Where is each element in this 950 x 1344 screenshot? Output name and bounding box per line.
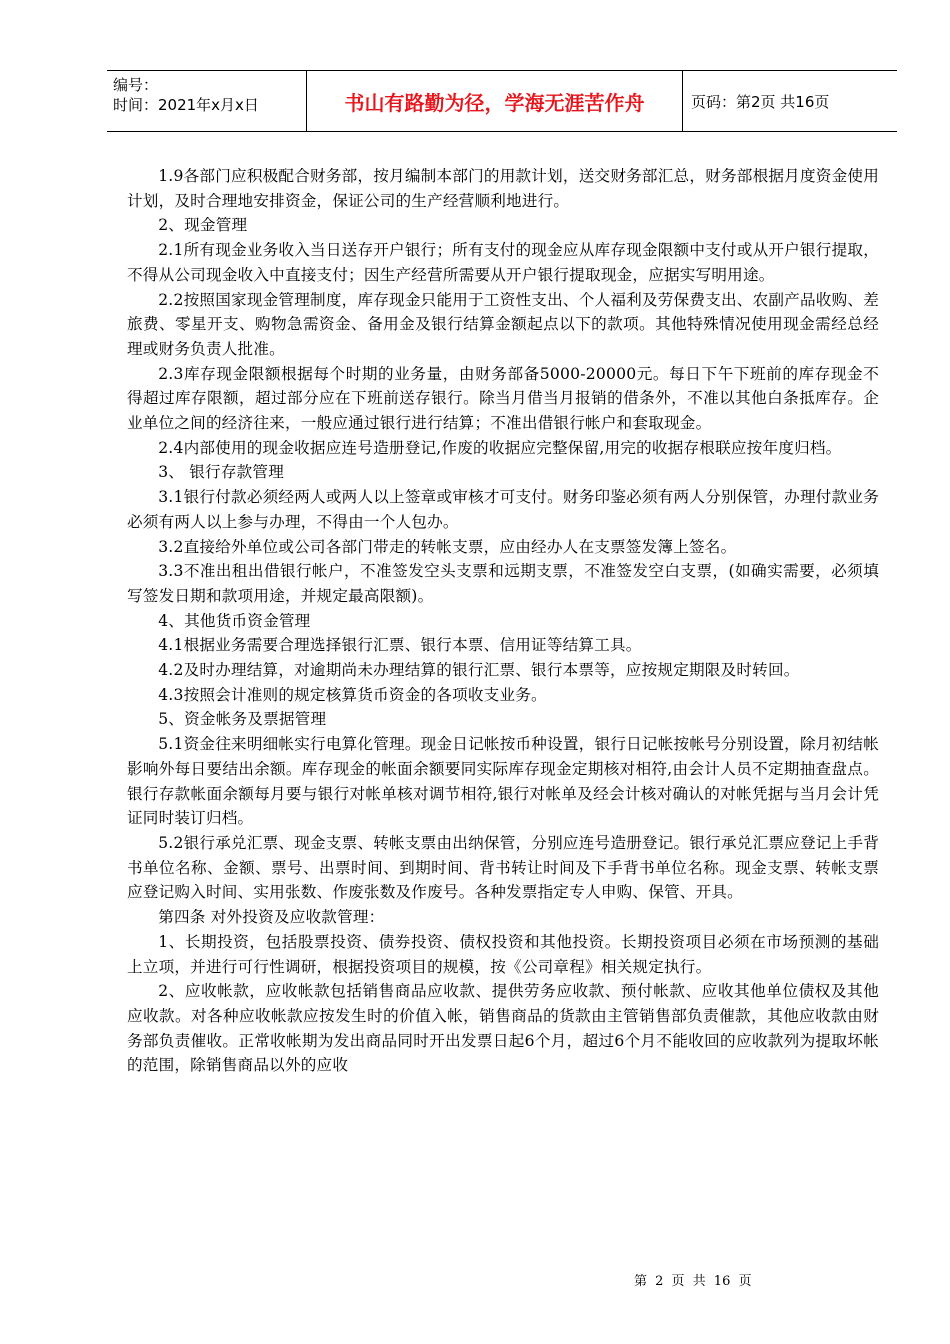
paragraph: 4.1根据业务需要合理选择银行汇票、银行本票、信用证等结算工具。 (158, 636, 642, 655)
time-label: 时间：2021年x月x日 (113, 96, 259, 114)
header-meta (107, 71, 307, 131)
section-heading: 5、资金帐务及票据管理 (158, 710, 327, 729)
section-heading: 3、 银行存款管理 (158, 463, 285, 482)
section-heading: 4、其他货币资金管理 (158, 611, 311, 630)
paragraph: 2.4内部使用的现金收据应连号造册登记,作废的收据应完整保留,用完的收据存根联应按年度归档。 (158, 438, 842, 457)
paragraph: 2.2按照国家现金管理制度，库存现金只能用于工资性支出、个人福利及劳保费支出、农副产品收购、差旅费、零星开支、购物急需资金、备用金及银行结算金额起点以下的款项。其他特殊情况使用现金需经总经理或财务负责人批准。 (127, 290, 879, 358)
paragraph: 2.3库存现金限额根据每个时期的业务量，由财务部备5000-20000元。每日下午下班前的库存现金不得超过库存限额，超过部分应在下班前送存银行。除当月借当月报销的借条外，不准以其他白条抵库存。企业单位之间的经济往来，一般应通过银行进行结算；不准出借银行帐户和套取现金。 (127, 364, 879, 433)
page-footer: 第 2 页 共 16 页 (634, 1274, 752, 1289)
document-header (107, 70, 897, 132)
paragraph: 4.2及时办理结算，对逾期尚未办理结算的银行汇票、银行本票等，应按规定期限及时转回。 (158, 661, 800, 680)
paragraph: 3.2直接给外单位或公司各部门带走的转帐支票，应由经办人在支票签发簿上签名。 (158, 537, 737, 556)
paragraph: 5.1资金往来明细帐实行电算化管理。现金日记帐按币种设置，银行日记帐按帐号分别设置，除月初结帐影响外每日要结出余额。库存现金的帐面余额要同实际库存现金定期核对相符,由会计人员不定期抽查盘点。银行存款帐面余额每月要与银行对帐单核对调节相符,银行对帐单及经会计核对确认的对帐凭据与当月会计凭证同时装订归档。 (127, 735, 879, 828)
paragraph: 4.3按照会计准则的规定核算货币资金的各项收支业务。 (158, 685, 547, 704)
paragraph: 3.1银行付款必须经两人或两人以上签章或审核才可支付。财务印鉴必须有两人分别保管，办理付款业务必须有两人以上参与办理，不得由一个人包办。 (127, 488, 879, 531)
paragraph: 1、长期投资，包括股票投资、债券投资、债权投资和其他投资。长期投资项目必须在市场预测的基础上立项，并进行可行性调研，根据投资项目的规模，按《公司章程》相关规定执行。 (127, 932, 879, 976)
document-body (127, 164, 879, 1078)
paragraph: 2.1所有现金业务收入当日送存开户银行；所有支付的现金应从库存现金限额中支付或从开户银行提取，不得从公司现金收入中直接支付；因生产经营所需要从开户银行提取现金，应据实写明用途。 (127, 241, 879, 284)
paragraph: 3.3不准出租出借银行帐户，不准签发空头支票和远期支票，不准签发空白支票，(如确实需要，必须填写签发日期和款项用途，并规定最高限额)。 (127, 562, 879, 605)
paragraph: 5.2银行承兑汇票、现金支票、转帐支票由出纳保管，分别应连号造册登记。银行承兑汇票应登记上手背书单位名称、金额、票号、出票时间、到期时间、背书转让时间及下手背书单位名称。现金支票、转帐支票应登记购入时间、实用张数、作废张数及作废号。各种发票指定专人申购、保管、开具。 (127, 833, 879, 902)
paragraph: 1.9各部门应积极配合财务部，按月编制本部门的用款计划，送交财务部汇总，财务部根据月度资金使用计划，及时合理地安排资金，保证公司的生产经营顺利地进行。 (127, 167, 879, 210)
article-heading: 第四条 对外投资及应收款管理： (158, 908, 385, 927)
header-page-info: 页码：第2页 共16页 (691, 92, 830, 111)
number-label: 编号： (113, 76, 159, 94)
header-motto: 书山有路勤为径，学海无涯苦作舟 (307, 71, 683, 131)
paragraph: 2、应收帐款，应收帐款包括销售商品应收款、提供劳务应收款、预付帐款、应收其他单位债权及其他应收款。对各种应收帐款应按发生时的价值入帐，销售商品的货款由主管销售部负责催款，其他应收款由财务部负责催收。正常收帐期为发出商品同时开出发票日起6个月，超过6个月不能收回的应收款列为提取坏帐的范围，除销售商品以外的应收 (127, 982, 879, 1075)
section-heading: 2、现金管理 (158, 216, 248, 235)
